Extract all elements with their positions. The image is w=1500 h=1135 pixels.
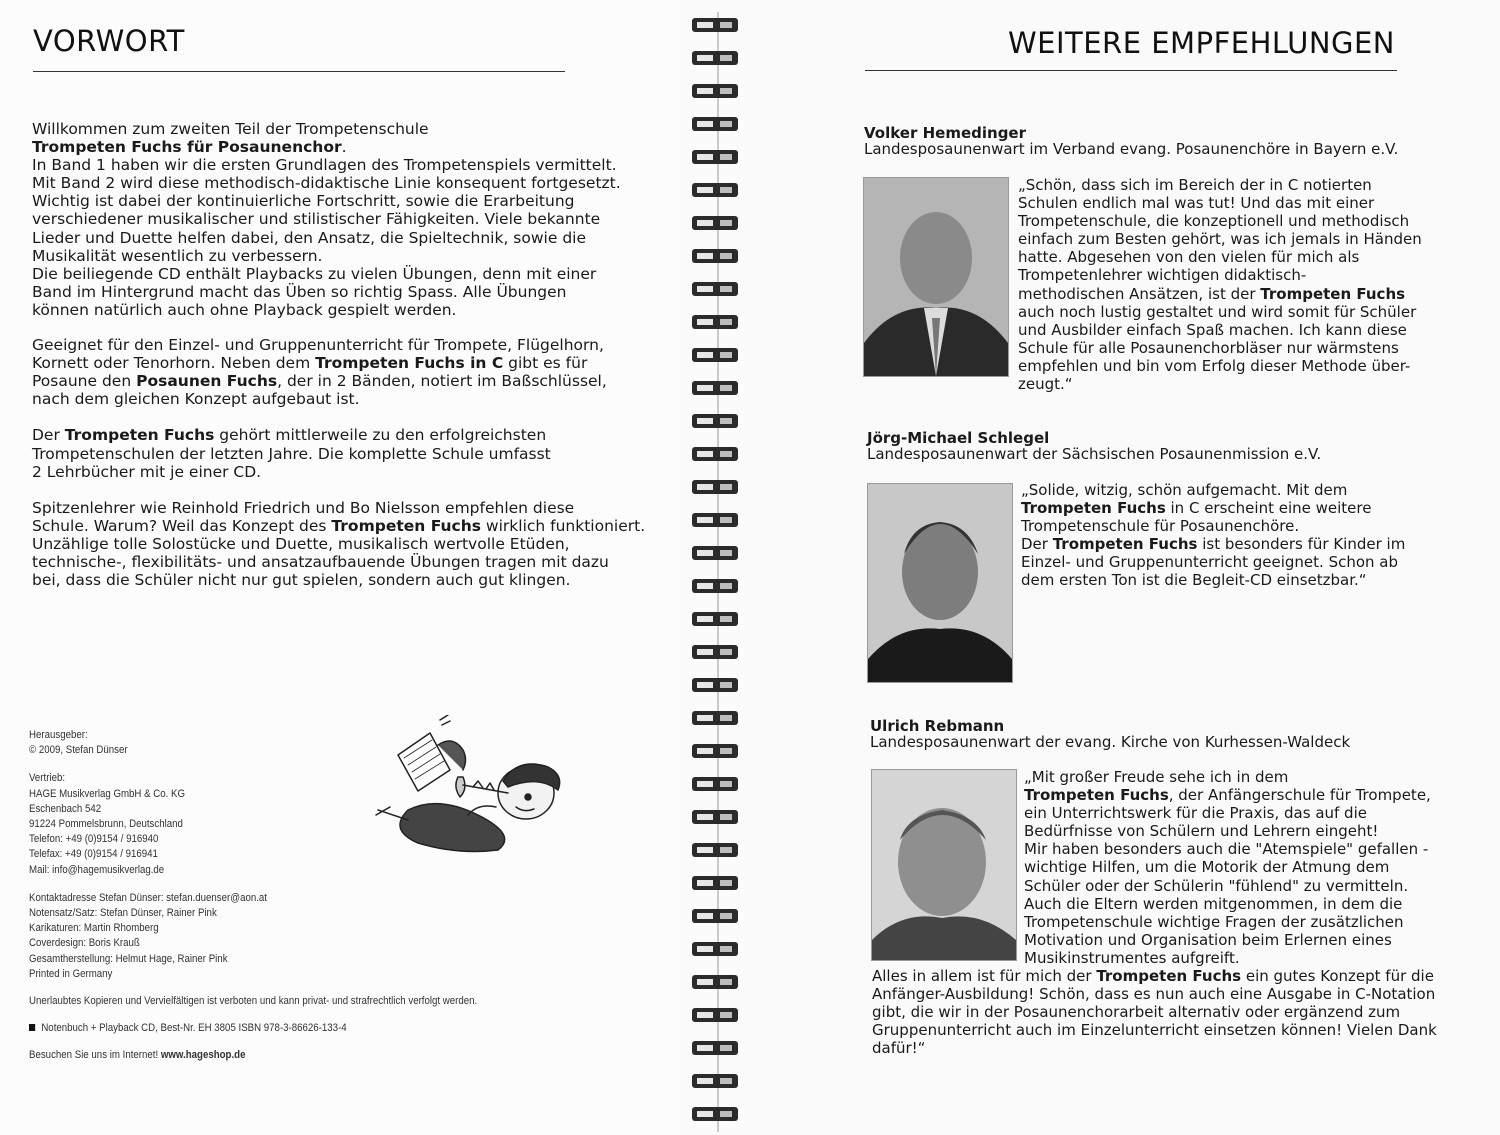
text-line	[1018, 285, 1422, 303]
spiral-ring-icon	[692, 645, 738, 659]
recommender-name: Volker Hemedinger	[864, 124, 1026, 142]
portrait-photo	[867, 483, 1013, 683]
recommender-role: Landesposaunenwart im Verband evang. Posaunenchöre in Bayern e.V.	[864, 140, 1399, 158]
imprint-line: Herausgeber:	[29, 729, 88, 741]
spiral-ring-icon	[692, 876, 738, 890]
portrait-photo	[863, 177, 1009, 377]
copyright-notice: Unerlaubtes Kopieren und Vervielfältigen ist verboten und kann privat- und strafrechtlich verfolgt werden.	[29, 995, 478, 1008]
text-fragment: Der	[1021, 535, 1053, 554]
spiral-ring-icon	[692, 447, 738, 461]
spiral-ring-icon	[692, 1008, 738, 1022]
text-line: Musikalität wesentlich zu verbessern.	[32, 246, 323, 265]
text-line	[32, 426, 592, 444]
spiral-ring-icon	[692, 1107, 738, 1121]
recommendation-quote	[1024, 768, 1431, 967]
text-line: 2 Lehrbücher mit je einer CD.	[32, 462, 262, 481]
spiral-ring-icon	[692, 942, 738, 956]
spiral-ring-icon	[692, 216, 738, 230]
spiral-ring-icon	[692, 546, 738, 560]
recommender-name: Jörg-Michael Schlegel	[867, 429, 1050, 447]
foreword-paragraph-4	[32, 498, 646, 590]
text-line: Anfänger-Ausbildung! Schön, dass es nun auch eine Ausgabe in C-Notation	[872, 985, 1436, 1004]
text-line: Auch die Eltern werden mitgenommen, in dem die	[1024, 894, 1403, 913]
text-line: Wichtig ist dabei der kontinuierliche Fortschritt, sowie die Erarbeitung	[32, 192, 575, 211]
text-line: Spitzenlehrer wie Reinhold Friedrich und Bo Nielsson empfehlen diese	[32, 498, 575, 517]
text-line: Lieder und Duette helfen dabei, den Ansatz, die Spieltechnik, sowie die	[32, 228, 586, 247]
text-line	[1021, 499, 1405, 517]
bold-fragment: Trompeten Fuchs	[1096, 967, 1242, 985]
text-fragment: .	[341, 138, 347, 157]
bold-fragment: Trompeten Fuchs in C	[315, 354, 504, 373]
text-line: Geeignet für den Einzel- und Gruppenunterricht für Trompete, Flügelhorn,	[32, 336, 604, 355]
recommendation-quote-continued	[872, 967, 1437, 1057]
spiral-ring-icon	[692, 51, 738, 65]
text-line: hatte. Abgesehen von den vielen für mich als	[1018, 248, 1360, 267]
text-line: Schule für alle Posaunenchorbläser nur wärmstens	[1018, 338, 1399, 357]
spiral-ring-icon	[692, 249, 738, 263]
text-line: Mir haben besonders auch die "Atemspiele" gefallen -	[1024, 840, 1429, 859]
text-line: Mit Band 2 wird diese methodisch-didaktische Linie konsequent fortgesetzt.	[32, 174, 621, 193]
text-line: Trompetenlehrer wichtigen didaktisch-	[1018, 266, 1307, 285]
text-line: Gruppenunterricht auch im Einzelunterricht einsetzen können! Vielen Dank	[872, 1021, 1437, 1040]
recommender-role: Landesposaunenwart der evang. Kirche von Kurhessen-Waldeck	[870, 733, 1351, 751]
text-fragment: Posaune den	[32, 372, 137, 391]
imprint-line: Eschenbach 542	[29, 802, 102, 815]
spiral-ring-icon	[692, 117, 738, 131]
text-line: zeugt.“	[1018, 375, 1073, 394]
text-line: Unzählige tolle Solostücke und Duette, musikalisch wertvolle Etüden,	[32, 534, 570, 553]
text-line: dem ersten Ton ist die Begleit-CD einsetzbar.“	[1021, 571, 1367, 590]
imprint-line: Telefon: +49 (0)9154 / 916940	[29, 833, 159, 846]
text-line: bei, dass die Schüler nicht nur gut spielen, sondern auch gut klingen.	[32, 571, 571, 590]
text-line: Trompetenschule wichtige Fragen der zusätzlichen	[1024, 912, 1404, 931]
trumpeter-cartoon-illustration	[368, 715, 580, 855]
spiral-ring-icon	[692, 612, 738, 626]
text-fragment: , der Anfängerschule für Trompete,	[1168, 786, 1431, 805]
imprint-line: Gesamtherstellung: Helmut Hage, Rainer Pink	[29, 952, 228, 965]
text-fragment: in C erscheint eine weitere	[1165, 499, 1372, 518]
text-line: „Mit großer Freude sehe ich in dem	[1024, 768, 1289, 786]
text-fragment: Alles in allem ist für mich der	[872, 967, 1097, 985]
text-line: verschiedener musikalischer und stilistischer Fähigkeiten. Viele bekannte	[32, 210, 601, 229]
page-heading-vorwort: VORWORT	[33, 24, 185, 58]
spiral-ring-icon	[692, 18, 738, 32]
text-line: können natürlich auch ohne Playback gespielt werden.	[32, 300, 457, 319]
spiral-ring-icon	[692, 183, 738, 197]
spiral-ring-icon	[692, 1041, 738, 1055]
square-bullet-icon	[29, 1024, 35, 1031]
spiral-ring-icon	[692, 843, 738, 857]
imprint-line: HAGE Musikverlag GmbH & Co. KG	[29, 787, 186, 800]
text-line: Schüler oder der Schülerin "fühlend" zu vermitteln.	[1024, 876, 1409, 895]
text-line	[1024, 786, 1431, 804]
text-line	[32, 138, 592, 156]
spacer	[29, 878, 477, 891]
foreword-paragraph-3	[32, 426, 592, 480]
spiral-ring-icon	[692, 480, 738, 494]
text-line: Bedürfnisse von Schülern und Lehrern eingeht!	[1024, 822, 1379, 841]
spiral-ring-icon	[692, 414, 738, 428]
imprint-line: Printed in Germany	[29, 967, 113, 980]
foreword-text	[32, 120, 646, 607]
text-line	[32, 516, 646, 535]
spiral-ring-icon	[692, 315, 738, 329]
text-line: dafür!“	[872, 1039, 926, 1058]
right-page	[745, 0, 1500, 1135]
text-line: Einzel- und Gruppenunterricht geeignet. Schon ab	[1021, 553, 1399, 572]
spiral-ring-icon	[692, 348, 738, 362]
recommendation-quote	[1018, 176, 1422, 393]
text-fragment: Notenbuch + Playback CD, Best-Nr. EH 3805 ISBN 978-3-86626-133-4	[41, 1022, 347, 1035]
spacer	[29, 1009, 477, 1021]
person-silhouette-icon	[872, 770, 1016, 960]
text-line: Willkommen zum zweiten Teil der Trompetenschule	[32, 120, 429, 138]
spacer	[29, 1036, 477, 1048]
recommender-role: Landesposaunenwart der Sächsischen Posaunenmission e.V.	[867, 445, 1322, 463]
text-line: einfach zum Besten gehört, was ich jemals in Händen	[1018, 230, 1422, 249]
text-line: Die beiliegende CD enthält Playbacks zu vielen Übungen, denn mit einer	[32, 264, 597, 283]
text-line: Trompetenschulen der letzten Jahre. Die komplette Schule umfasst	[32, 444, 551, 463]
bold-fragment: Trompeten Fuchs	[1052, 535, 1198, 554]
imprint-line: Vertrieb:	[29, 772, 66, 785]
order-line	[29, 1021, 477, 1036]
text-fragment: ein gutes Konzept für die	[1241, 967, 1434, 985]
person-silhouette-icon	[864, 178, 1008, 376]
text-line	[872, 967, 1437, 985]
text-line	[1021, 535, 1405, 553]
spiral-binding	[690, 12, 742, 1132]
text-fragment: Schule. Warum? Weil das Konzept des	[32, 516, 332, 535]
left-page	[0, 0, 680, 1135]
heading-rule	[33, 71, 565, 72]
spiral-ring-icon	[692, 975, 738, 989]
text-fragment: Der	[32, 426, 65, 445]
text-line: Motivation und Organisation beim Erlernen eines	[1024, 930, 1392, 949]
text-line: „Schön, dass sich im Bereich der in C notierten	[1018, 176, 1372, 194]
recommendation-quote	[1021, 481, 1405, 590]
imprint-line: Karikaturen: Martin Rhomberg	[29, 922, 159, 935]
bold-fragment: Posaunen Fuchs	[136, 372, 278, 391]
text-line: „Solide, witzig, schön aufgemacht. Mit dem	[1021, 481, 1348, 499]
text-line: und Ausbilder einfach Spaß machen. Ich kann diese	[1018, 320, 1407, 339]
text-line: nach dem gleichen Konzept aufgebaut ist.	[32, 390, 360, 409]
spiral-ring-icon	[692, 909, 738, 923]
bold-title: Trompeten Fuchs für Posaunenchor	[32, 138, 342, 157]
text-line: technische-, flexibilitäts- und ansatzaufbauende Übungen tragen mit dazu	[32, 552, 609, 571]
text-fragment: gibt es für	[503, 354, 588, 373]
portrait-photo	[871, 769, 1017, 961]
heading-rule	[865, 70, 1397, 71]
text-line: Trompetenschule, die konzeptionell und methodisch	[1018, 212, 1410, 231]
text-fragment: Besuchen Sie uns im Internet!	[29, 1049, 161, 1062]
page-heading-weitere-empfehlungen: WEITERE EMPFEHLUNGEN	[1007, 26, 1395, 60]
imprint-line: Coverdesign: Boris Krauß	[29, 937, 140, 950]
text-fragment: , der in 2 Bänden, notiert im Baßschlüssel,	[277, 372, 607, 391]
spiral-ring-icon	[692, 282, 738, 296]
text-fragment: methodischen Ansätzen, ist der	[1018, 284, 1261, 303]
spiral-ring-icon	[692, 579, 738, 593]
imprint-line: Kontaktadresse Stefan Dünser: stefan.duenser@aon.at	[29, 891, 267, 904]
text-line: empfehlen und bin vom Erfolg dieser Methode über-	[1018, 356, 1411, 375]
text-line: wichtige Hilfen, um die Motorik der Atmung dem	[1024, 858, 1390, 877]
bold-fragment: Trompeten Fuchs	[1260, 284, 1406, 303]
foreword-paragraph-1	[32, 120, 621, 319]
visit-line	[29, 1048, 477, 1063]
spiral-ring-icon	[692, 381, 738, 395]
text-line: Band im Hintergrund macht das Üben so richtig Spass. Alle Übungen	[32, 282, 567, 301]
spiral-ring-icon	[692, 513, 738, 527]
text-line: Musikinstrumentes aufgreift.	[1024, 948, 1240, 967]
text-line: ein Unterrichtswerk für die Praxis, das auf die	[1024, 804, 1367, 823]
text-line: auch noch lustig gestaltet und wird somit für Schüler	[1018, 302, 1417, 321]
bold-fragment: Trompeten Fuchs	[64, 426, 215, 445]
text-line: In Band 1 haben wir die ersten Grundlagen des Trompetenspiels vermittelt.	[32, 156, 617, 175]
bold-fragment: Trompeten Fuchs	[331, 516, 481, 535]
text-fragment: gehört mittlerweile zu den erfolgreichsten	[214, 426, 547, 445]
spiral-ring-icon	[692, 84, 738, 98]
imprint-line: Telefax: +49 (0)9154 / 916941	[29, 848, 158, 861]
text-line: Trompetenschule für Posaunenchöre.	[1021, 517, 1300, 536]
website-link[interactable]: www.hageshop.de	[160, 1049, 246, 1062]
text-line	[32, 372, 607, 391]
text-line	[32, 354, 592, 372]
spacer	[29, 982, 477, 994]
foreword-paragraph-2	[32, 336, 607, 409]
text-fragment: Kornett oder Tenorhorn. Neben dem	[32, 354, 316, 373]
spiral-ring-icon	[692, 1074, 738, 1088]
imprint-line: © 2009, Stefan Dünser	[29, 744, 128, 757]
spiral-ring-icon	[692, 150, 738, 164]
bold-fragment: Trompeten Fuchs	[1024, 786, 1169, 805]
spiral-ring-icon	[692, 678, 738, 692]
recommender-name: Ulrich Rebmann	[870, 717, 1005, 735]
spiral-ring-icon	[692, 711, 738, 725]
imprint-line: 91224 Pommelsbrunn, Deutschland	[29, 818, 183, 831]
bold-fragment: Trompeten Fuchs	[1021, 499, 1166, 518]
text-fragment: wirklich funktioniert.	[481, 516, 646, 535]
text-line: Schulen endlich mal was tut! Und das mit einer	[1018, 194, 1375, 213]
person-silhouette-icon	[868, 484, 1012, 682]
imprint-line: Notensatz/Satz: Stefan Dünser, Rainer Pink	[29, 907, 217, 920]
imprint-line: Mail: info@hagemusikverlag.de	[29, 863, 165, 876]
text-line: gibt, die wir in der Posaunenchorarbeit alternativ oder ergänzend zum	[872, 1003, 1401, 1022]
text-fragment: ist besonders für Kinder im	[1197, 535, 1406, 554]
spiral-ring-icon	[692, 810, 738, 824]
spiral-ring-icon	[692, 744, 738, 758]
spiral-ring-icon	[692, 777, 738, 791]
